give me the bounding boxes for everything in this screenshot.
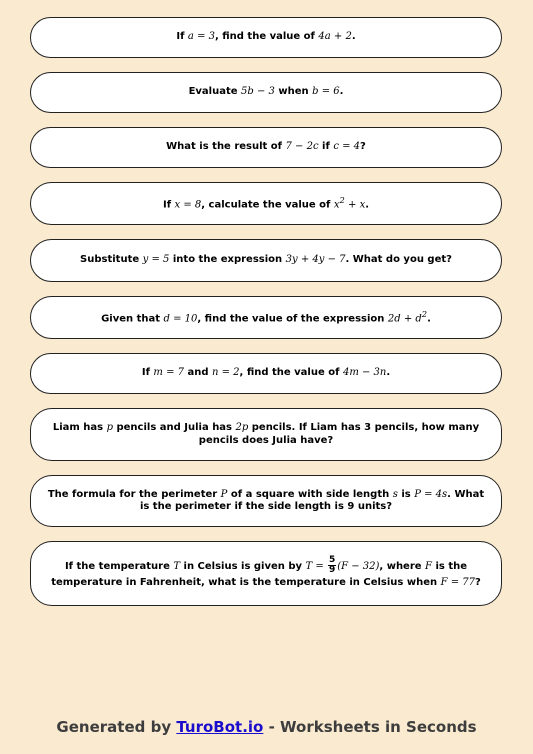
question-7-math: 4m − 3n — [342, 367, 387, 379]
question-2-math: 5b − 3 — [241, 86, 275, 98]
question-7-text-part: , find the value of — [239, 367, 343, 379]
question-5-math: y = 5 — [142, 254, 170, 266]
question-7-math: m = 7 — [153, 367, 184, 379]
question-text-1 — [176, 31, 355, 44]
question-10-math: T = — [305, 560, 327, 572]
question-text-7 — [142, 367, 390, 380]
question-7-text-part: If — [141, 367, 154, 379]
question-1-math: a = 3 — [187, 31, 215, 43]
question-card-6 — [30, 296, 502, 339]
footer-suffix: - Worksheets in Seconds — [263, 718, 477, 736]
question-4-math: x — [333, 199, 340, 211]
question-5-text-part: . What do you get? — [345, 254, 452, 266]
question-1-math: 4a + 2 — [318, 31, 352, 43]
question-4-text-part: , calculate the value of — [201, 199, 334, 211]
question-6-text-part: . — [427, 313, 431, 325]
question-6-text-part: Given that — [101, 313, 164, 325]
question-5-math: 3y + 4y − 7 — [285, 254, 346, 266]
question-5-text-part: into the expression — [169, 254, 286, 266]
question-8-text-part: pencils and Julia has — [113, 422, 236, 433]
question-text-8 — [43, 422, 489, 447]
question-card-1 — [30, 17, 502, 58]
question-9-text-part: . What is the perimeter if the side length is 9 units? — [139, 488, 485, 512]
question-card-3 — [30, 127, 502, 168]
question-7-text-part: and — [184, 367, 212, 379]
question-6-math: d = 10 — [163, 313, 198, 325]
question-5-text-part: Substitute — [80, 254, 143, 266]
turobot-link[interactable]: TuroBot.io — [176, 718, 264, 736]
question-1-text-part: , find the value of — [214, 31, 319, 43]
question-text-10 — [43, 556, 489, 592]
question-8-text-part: pencils. If Liam has 3 pencils, how many pencils does Julia have? — [198, 422, 480, 446]
question-card-4 — [30, 182, 502, 225]
question-card-8 — [30, 408, 502, 461]
question-9-text-part: The formula for the perimeter — [47, 488, 221, 500]
question-card-2 — [30, 72, 502, 113]
question-2-text-part: . — [339, 86, 344, 98]
question-card-7 — [30, 353, 502, 394]
question-10-math: T — [173, 560, 181, 572]
question-7-math: n = 2 — [212, 367, 240, 379]
question-10-text-part: If the temperature — [64, 560, 174, 572]
question-2-math: b = 6 — [312, 86, 340, 98]
question-2-text-part: Evaluate — [188, 86, 241, 98]
question-3-math: 7 − 2c — [285, 141, 319, 153]
question-text-6 — [101, 309, 431, 326]
footer-prefix: Generated by — [56, 718, 177, 736]
question-9-math: s — [392, 488, 398, 500]
question-10-math: (F − 32) — [337, 560, 380, 572]
question-3-text-part: ? — [360, 141, 366, 153]
question-6-exponent: 2 — [421, 309, 428, 320]
question-2-text-part: when — [274, 86, 313, 98]
question-card-5 — [30, 239, 502, 282]
question-text-3 — [166, 141, 366, 154]
question-3-text-part: if — [318, 141, 334, 153]
question-10-text-part: in Celsius is given by — [180, 560, 306, 572]
question-1-text-part: . — [351, 31, 356, 43]
question-1-text-part: If — [176, 31, 188, 43]
question-10-math: F — [425, 560, 432, 572]
question-card-10 — [30, 541, 502, 606]
footer — [0, 718, 533, 736]
question-card-9 — [30, 475, 502, 527]
question-8-math: 2p — [235, 422, 249, 433]
fraction-denominator: 9 — [328, 565, 336, 575]
question-9-text-part: of a square with side length — [227, 488, 393, 500]
question-4-text-part: . — [365, 199, 370, 211]
question-4-math: x = 8 — [174, 199, 202, 211]
question-4-math: + x — [344, 199, 366, 211]
question-6-text-part: , find the value of the expression — [197, 313, 388, 325]
question-8-math: p — [106, 422, 113, 433]
question-7-text-part: . — [386, 367, 391, 379]
question-10-text-part: ? — [475, 577, 481, 589]
question-9-math: P — [220, 488, 228, 500]
question-10-fraction — [328, 556, 336, 576]
question-text-9 — [43, 489, 489, 514]
fraction-numerator: 5 — [328, 554, 336, 565]
question-9-math: P = 4s — [414, 488, 448, 500]
question-3-math: c = 4 — [333, 141, 361, 153]
question-6-math: 2d + d — [387, 313, 422, 325]
question-text-2 — [189, 86, 344, 99]
question-text-4 — [163, 195, 369, 212]
question-8-text-part: Liam has — [52, 422, 107, 433]
question-3-text-part: What is the result of — [166, 141, 286, 153]
question-4-exponent: 2 — [339, 195, 345, 206]
question-10-text-part: is the temperature in Fahrenheit, what is the temperature in Celsius when — [51, 560, 468, 589]
question-10-text-part: , where — [379, 560, 426, 572]
question-10-math: F = 77 — [440, 577, 475, 589]
question-4-text-part: If — [162, 199, 175, 211]
question-text-5 — [80, 254, 452, 267]
question-9-text-part: is — [397, 488, 415, 500]
